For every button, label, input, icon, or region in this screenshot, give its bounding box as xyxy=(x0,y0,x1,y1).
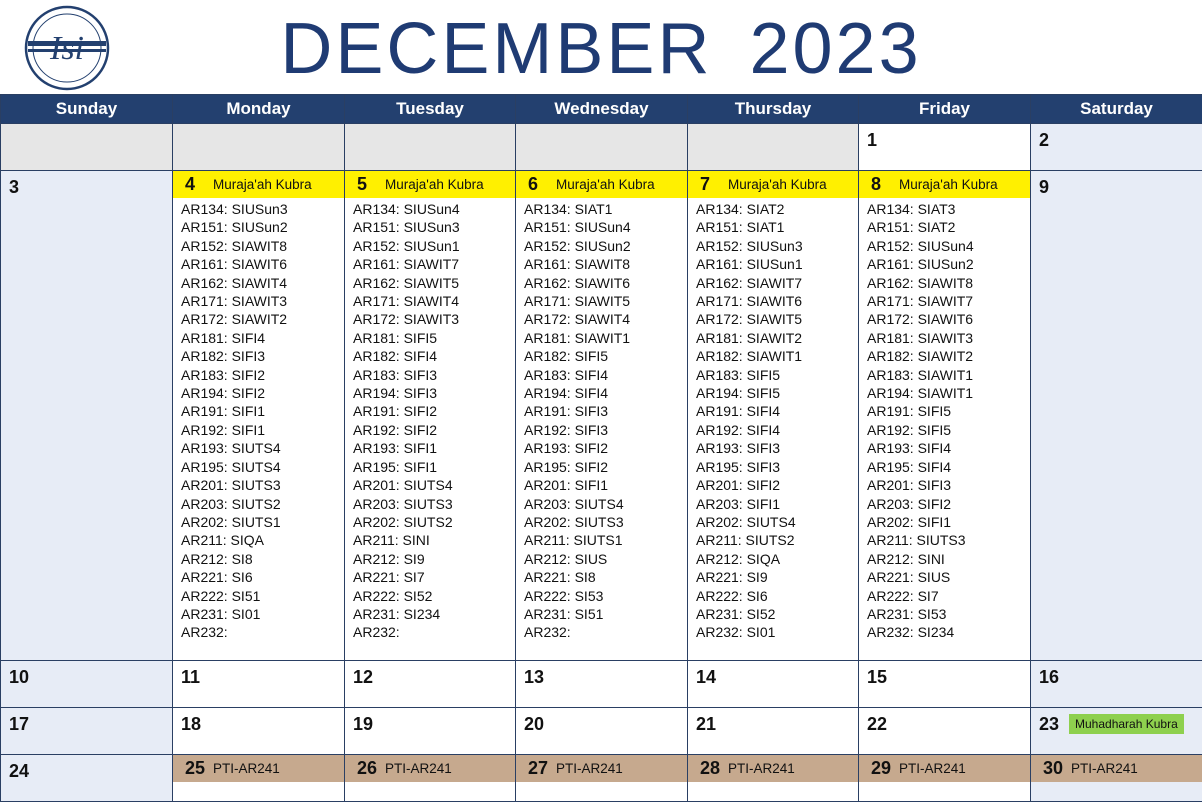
day-number: 22 xyxy=(867,714,887,735)
schedule-line: AR203: SIUTS3 xyxy=(353,495,460,513)
schedule-line: AR151: SIUSun3 xyxy=(353,218,460,236)
empty-day-cell xyxy=(173,124,345,171)
schedule-line: AR134: SIAT1 xyxy=(524,200,631,218)
day-cell-13[interactable] xyxy=(516,661,688,708)
schedule-line: AR202: SIUTS1 xyxy=(181,513,288,531)
day-cell-19[interactable] xyxy=(345,708,516,755)
logo-text: Isi xyxy=(49,30,84,67)
schedule-line: AR192: SIFI1 xyxy=(181,421,288,439)
schedule-line: AR172: SIAWIT2 xyxy=(181,310,288,328)
schedule-line: AR151: SIAT2 xyxy=(867,218,974,236)
day-number: 5 xyxy=(357,174,385,195)
schedule-line: AR134: SIUSun3 xyxy=(181,200,288,218)
schedule-line: AR191: SIFI5 xyxy=(867,402,974,420)
day-cell-10[interactable] xyxy=(1,661,173,708)
event-label: PTI-AR241 xyxy=(556,761,623,776)
day-cell-24[interactable] xyxy=(1,755,173,802)
day-cell-21[interactable] xyxy=(688,708,859,755)
schedule-line: AR183: SIFI2 xyxy=(181,366,288,384)
event-murajaah-kubra[interactable] xyxy=(173,171,344,198)
schedule-line: AR195: SIFI1 xyxy=(353,458,460,476)
day-cell-23[interactable] xyxy=(1031,708,1202,755)
schedule-line: AR195: SIFI3 xyxy=(696,458,803,476)
day-cell-30[interactable] xyxy=(1031,755,1202,802)
schedule-line: AR151: SIUSun4 xyxy=(524,218,631,236)
schedule-line: AR172: SIAWIT3 xyxy=(353,310,460,328)
weekday-header xyxy=(1,95,1202,124)
empty-day-cell xyxy=(516,124,688,171)
day-cell-27[interactable] xyxy=(516,755,688,802)
schedule-line: AR182: SIAWIT1 xyxy=(696,347,803,365)
schedule-line: AR172: SIAWIT4 xyxy=(524,310,631,328)
schedule-line: AR183: SIAWIT1 xyxy=(867,366,974,384)
schedule-line: AR161: SIUSun2 xyxy=(867,255,974,273)
event-murajaah-kubra[interactable] xyxy=(345,171,515,198)
day-number: 19 xyxy=(353,714,373,735)
day-cell-7[interactable] xyxy=(688,171,859,661)
schedule-line: AR211: SIUTS2 xyxy=(696,531,803,549)
schedule-line: AR194: SIFI4 xyxy=(524,384,631,402)
event-pti[interactable] xyxy=(345,755,515,782)
schedule-line: AR171: SIAWIT6 xyxy=(696,292,803,310)
event-pti[interactable] xyxy=(516,755,687,782)
day-number: 17 xyxy=(9,714,29,735)
day-number: 23 xyxy=(1039,714,1059,735)
day-number: 27 xyxy=(528,758,556,779)
schedule-line: AR231: SI234 xyxy=(353,605,460,623)
schedule-line: AR201: SIUTS3 xyxy=(181,476,288,494)
day-cell-9[interactable] xyxy=(1031,171,1202,661)
day-number: 14 xyxy=(696,667,716,688)
event-murajaah-kubra[interactable] xyxy=(516,171,687,198)
schedule-line: AR221: SI8 xyxy=(524,568,631,586)
day-number: 7 xyxy=(700,174,728,195)
day-cell-6[interactable] xyxy=(516,171,688,661)
day-cell-29[interactable] xyxy=(859,755,1031,802)
event-pti[interactable] xyxy=(173,755,344,782)
day-cell-11[interactable] xyxy=(173,661,345,708)
schedule-line: AR232: xyxy=(524,623,631,641)
day-cell-15[interactable] xyxy=(859,661,1031,708)
day-cell-18[interactable] xyxy=(173,708,345,755)
schedule-list xyxy=(524,200,631,642)
schedule-line: AR171: SIAWIT4 xyxy=(353,292,460,310)
schedule-line: AR212: SI8 xyxy=(181,550,288,568)
day-cell-20[interactable] xyxy=(516,708,688,755)
weekday-wednesday: Wednesday xyxy=(516,95,688,124)
schedule-line: AR202: SIFI1 xyxy=(867,513,974,531)
schedule-line: AR191: SIFI3 xyxy=(524,402,631,420)
event-label: PTI-AR241 xyxy=(1071,761,1138,776)
schedule-line: AR182: SIFI4 xyxy=(353,347,460,365)
week-row-3 xyxy=(1,661,1202,708)
event-label: PTI-AR241 xyxy=(385,761,452,776)
day-number: 28 xyxy=(700,758,728,779)
schedule-line: AR182: SIFI3 xyxy=(181,347,288,365)
schedule-line: AR221: SI6 xyxy=(181,568,288,586)
schedule-line: AR221: SI7 xyxy=(353,568,460,586)
day-number: 3 xyxy=(9,177,19,198)
week-row-2 xyxy=(1,171,1202,661)
schedule-line: AR195: SIFI4 xyxy=(867,458,974,476)
event-label: Muraja'ah Kubra xyxy=(556,177,655,192)
schedule-line: AR161: SIAWIT7 xyxy=(353,255,460,273)
schedule-line: AR194: SIFI5 xyxy=(696,384,803,402)
schedule-line: AR195: SIFI2 xyxy=(524,458,631,476)
schedule-line: AR162: SIAWIT6 xyxy=(524,274,631,292)
empty-day-cell xyxy=(1,124,173,171)
event-murajaah-kubra[interactable] xyxy=(688,171,858,198)
schedule-line: AR232: SI234 xyxy=(867,623,974,641)
schedule-line: AR195: SIUTS4 xyxy=(181,458,288,476)
schedule-line: AR212: SINI xyxy=(867,550,974,568)
schedule-line: AR194: SIFI2 xyxy=(181,384,288,402)
schedule-line: AR211: SINI xyxy=(353,531,460,549)
schedule-line: AR134: SIAT3 xyxy=(867,200,974,218)
schedule-line: AR191: SIFI4 xyxy=(696,402,803,420)
schedule-line: AR151: SIUSun2 xyxy=(181,218,288,236)
schedule-line: AR161: SIAWIT6 xyxy=(181,255,288,273)
day-number: 16 xyxy=(1039,667,1059,688)
schedule-line: AR232: xyxy=(181,623,288,641)
schedule-line: AR202: SIUTS2 xyxy=(353,513,460,531)
weekday-friday: Friday xyxy=(859,95,1031,124)
schedule-line: AR202: SIUTS4 xyxy=(696,513,803,531)
schedule-line: AR183: SIFI4 xyxy=(524,366,631,384)
schedule-line: AR192: SIFI4 xyxy=(696,421,803,439)
empty-day-cell xyxy=(345,124,516,171)
schedule-line: AR194: SIFI3 xyxy=(353,384,460,402)
schedule-line: AR222: SI6 xyxy=(696,587,803,605)
schedule-line: AR222: SI53 xyxy=(524,587,631,605)
schedule-line: AR181: SIAWIT1 xyxy=(524,329,631,347)
schedule-line: AR152: SIUSun3 xyxy=(696,237,803,255)
week-row-5 xyxy=(1,755,1202,802)
schedule-line: AR211: SIUTS1 xyxy=(524,531,631,549)
schedule-line: AR192: SIFI3 xyxy=(524,421,631,439)
schedule-line: AR203: SIUTS4 xyxy=(524,495,631,513)
schedule-line: AR203: SIUTS2 xyxy=(181,495,288,513)
schedule-line: AR151: SIAT1 xyxy=(696,218,803,236)
day-cell-4[interactable] xyxy=(173,171,345,661)
schedule-line: AR212: SIQA xyxy=(696,550,803,568)
schedule-line: AR162: SIAWIT8 xyxy=(867,274,974,292)
day-cell-25[interactable] xyxy=(173,755,345,802)
calendar-grid xyxy=(0,94,1202,802)
schedule-line: AR193: SIFI3 xyxy=(696,439,803,457)
schedule-line: AR152: SIUSun4 xyxy=(867,237,974,255)
day-number: 10 xyxy=(9,667,29,688)
weekday-tuesday: Tuesday xyxy=(345,95,516,124)
empty-day-cell xyxy=(688,124,859,171)
schedule-line: AR211: SIUTS3 xyxy=(867,531,974,549)
event-pti[interactable] xyxy=(1031,755,1202,782)
schedule-line: AR162: SIAWIT7 xyxy=(696,274,803,292)
schedule-line: AR231: SI01 xyxy=(181,605,288,623)
schedule-line: AR152: SIAWIT8 xyxy=(181,237,288,255)
day-cell-17[interactable] xyxy=(1,708,173,755)
day-number: 13 xyxy=(524,667,544,688)
day-cell-5[interactable] xyxy=(345,171,516,661)
schedule-line: AR172: SIAWIT5 xyxy=(696,310,803,328)
day-cell-28[interactable] xyxy=(688,755,859,802)
schedule-line: AR193: SIFI1 xyxy=(353,439,460,457)
day-cell-2[interactable] xyxy=(1031,124,1202,171)
schedule-line: AR182: SIAWIT2 xyxy=(867,347,974,365)
event-label: Muraja'ah Kubra xyxy=(728,177,827,192)
schedule-line: AR203: SIFI2 xyxy=(867,495,974,513)
day-cell-14[interactable] xyxy=(688,661,859,708)
event-label: PTI-AR241 xyxy=(728,761,795,776)
day-cell-12[interactable] xyxy=(345,661,516,708)
schedule-list xyxy=(696,200,803,642)
schedule-line: AR212: SIUS xyxy=(524,550,631,568)
schedule-line: AR203: SIFI1 xyxy=(696,495,803,513)
day-number: 1 xyxy=(867,130,877,151)
schedule-line: AR192: SIFI5 xyxy=(867,421,974,439)
schedule-list xyxy=(867,200,974,642)
schedule-line: AR192: SIFI2 xyxy=(353,421,460,439)
schedule-line: AR222: SI52 xyxy=(353,587,460,605)
schedule-line: AR212: SI9 xyxy=(353,550,460,568)
schedule-line: AR191: SIFI2 xyxy=(353,402,460,420)
schedule-line: AR183: SIFI5 xyxy=(696,366,803,384)
schedule-line: AR181: SIAWIT3 xyxy=(867,329,974,347)
day-number: 4 xyxy=(185,174,213,195)
day-number: 11 xyxy=(181,667,200,688)
schedule-line: AR221: SIUS xyxy=(867,568,974,586)
event-pti[interactable] xyxy=(688,755,858,782)
day-cell-16[interactable] xyxy=(1031,661,1202,708)
day-number: 29 xyxy=(871,758,899,779)
schedule-line: AR202: SIUTS3 xyxy=(524,513,631,531)
day-cell-8[interactable] xyxy=(859,171,1031,661)
schedule-line: AR162: SIAWIT5 xyxy=(353,274,460,292)
event-label: Muraja'ah Kubra xyxy=(385,177,484,192)
day-number: 18 xyxy=(181,714,201,735)
event-label: PTI-AR241 xyxy=(899,761,966,776)
day-cell-22[interactable] xyxy=(859,708,1031,755)
weekday-sunday: Sunday xyxy=(1,95,173,124)
event-label: PTI-AR241 xyxy=(213,761,280,776)
schedule-line: AR134: SIAT2 xyxy=(696,200,803,218)
day-cell-26[interactable] xyxy=(345,755,516,802)
schedule-list xyxy=(181,200,288,642)
schedule-line: AR193: SIUTS4 xyxy=(181,439,288,457)
day-number: 25 xyxy=(185,758,213,779)
schedule-line: AR191: SIFI1 xyxy=(181,402,288,420)
schedule-line: AR193: SIFI2 xyxy=(524,439,631,457)
event-pti[interactable] xyxy=(859,755,1030,782)
day-number: 2 xyxy=(1039,130,1049,151)
schedule-line: AR152: SIUSun2 xyxy=(524,237,631,255)
schedule-line: AR232: xyxy=(353,623,460,641)
schedule-line: AR171: SIAWIT7 xyxy=(867,292,974,310)
day-number: 15 xyxy=(867,667,887,688)
schedule-line: AR193: SIFI4 xyxy=(867,439,974,457)
schedule-line: AR201: SIUTS4 xyxy=(353,476,460,494)
weekday-monday: Monday xyxy=(173,95,345,124)
day-number: 9 xyxy=(1039,177,1049,198)
event-label: Muraja'ah Kubra xyxy=(899,177,998,192)
day-number: 26 xyxy=(357,758,385,779)
schedule-line: AR222: SI7 xyxy=(867,587,974,605)
schedule-line: AR201: SIFI2 xyxy=(696,476,803,494)
weekday-saturday: Saturday xyxy=(1031,95,1202,124)
week-row-4 xyxy=(1,708,1202,755)
schedule-line: AR171: SIAWIT3 xyxy=(181,292,288,310)
calendar-title: DECEMBER 2023 xyxy=(0,6,1202,92)
day-number: 30 xyxy=(1043,758,1071,779)
schedule-line: AR171: SIAWIT5 xyxy=(524,292,631,310)
day-number: 8 xyxy=(871,174,899,195)
event-murajaah-kubra[interactable] xyxy=(859,171,1030,198)
schedule-line: AR221: SI9 xyxy=(696,568,803,586)
schedule-line: AR181: SIFI4 xyxy=(181,329,288,347)
schedule-line: AR232: SI01 xyxy=(696,623,803,641)
day-number: 21 xyxy=(696,714,716,735)
schedule-line: AR183: SIFI3 xyxy=(353,366,460,384)
schedule-line: AR181: SIAWIT2 xyxy=(696,329,803,347)
schedule-line: AR231: SI51 xyxy=(524,605,631,623)
day-number: 24 xyxy=(9,761,29,782)
schedule-line: AR211: SIQA xyxy=(181,531,288,549)
day-number: 20 xyxy=(524,714,544,735)
week-row-1 xyxy=(1,124,1202,171)
schedule-line: AR231: SI53 xyxy=(867,605,974,623)
event-muhadharah-kubra[interactable]: Muhadharah Kubra xyxy=(1069,714,1184,734)
day-number: 12 xyxy=(353,667,373,688)
schedule-line: AR194: SIAWIT1 xyxy=(867,384,974,402)
schedule-line: AR161: SIUSun1 xyxy=(696,255,803,273)
schedule-line: AR161: SIAWIT8 xyxy=(524,255,631,273)
schedule-line: AR152: SIUSun1 xyxy=(353,237,460,255)
day-number: 6 xyxy=(528,174,556,195)
schedule-line: AR134: SIUSun4 xyxy=(353,200,460,218)
day-cell-1[interactable] xyxy=(859,124,1031,171)
event-label: Muraja'ah Kubra xyxy=(213,177,312,192)
weekday-thursday: Thursday xyxy=(688,95,859,124)
schedule-line: AR172: SIAWIT6 xyxy=(867,310,974,328)
schedule-line: AR182: SIFI5 xyxy=(524,347,631,365)
schedule-line: AR181: SIFI5 xyxy=(353,329,460,347)
schedule-line: AR162: SIAWIT4 xyxy=(181,274,288,292)
schedule-line: AR231: SI52 xyxy=(696,605,803,623)
schedule-list xyxy=(353,200,460,642)
schedule-line: AR201: SIFI1 xyxy=(524,476,631,494)
day-cell-3[interactable] xyxy=(1,171,173,661)
schedule-line: AR201: SIFI3 xyxy=(867,476,974,494)
schedule-line: AR222: SI51 xyxy=(181,587,288,605)
